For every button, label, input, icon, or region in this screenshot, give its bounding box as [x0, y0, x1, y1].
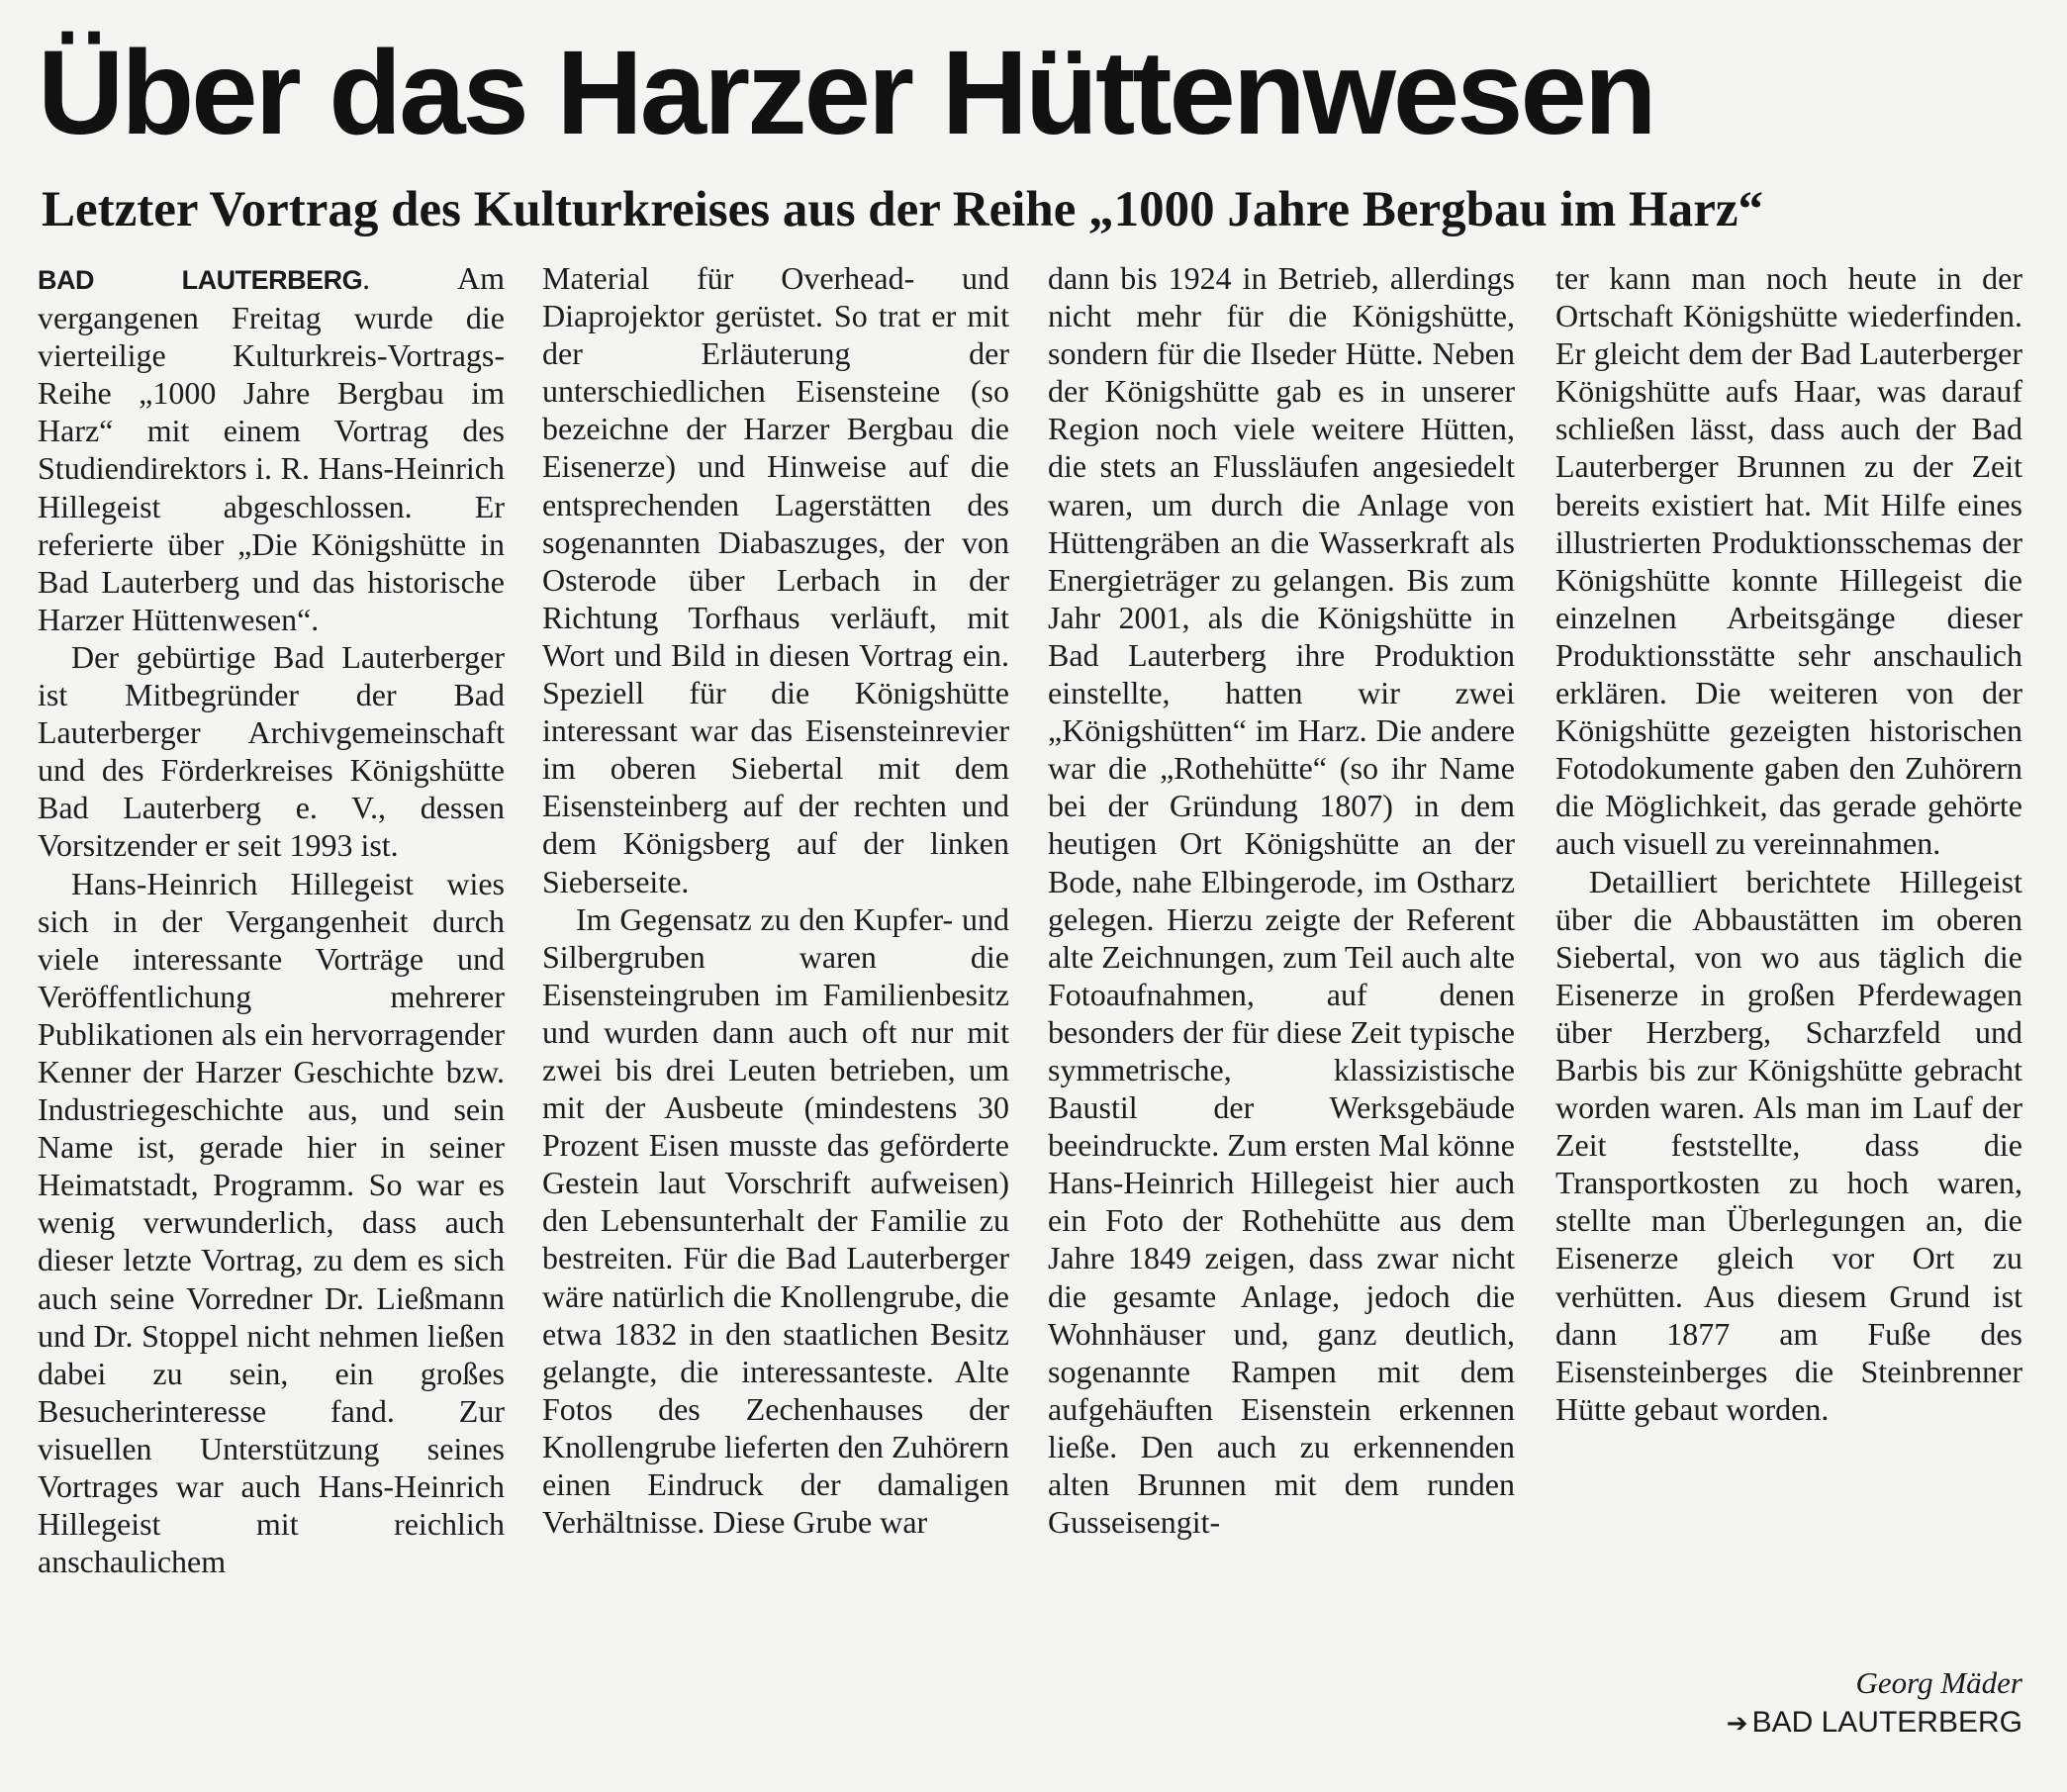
article-column-2: [542, 259, 1009, 1744]
author-byline: Georg Mäder: [1855, 1665, 2022, 1700]
arrow-right-icon: ➔: [1726, 1708, 1748, 1738]
article-column-1: [38, 259, 505, 1744]
paragraph: Material für Overhead- und Diaprojektor gerüstet. So trat er mit der Erläuterung der unterschiedlichen Eisensteine (so bezeichne der Harzer Bergbau die Eisenerze) und Hinweise auf die entsprechenden Lagerstätten des sogenannten Diabaszuges, der von Osterode über Lerbach in der Richtung Torfhaus verläuft, mit Wort und Bild in diesen Vortrag ein. Speziell für die Königshütte interessant war das Eisensteinrevier im oberen Siebertal mit dem Eisensteinberg auf der rechten und dem Königsberg auf der linken Sieberseite.: [542, 260, 1009, 899]
paragraph: Hans-Heinrich Hillegeist wies sich in der Vergangenheit durch viele interessante Vorträge und Veröffentlichung mehrerer Publikationen als ein hervorragender Kenner der Harzer Geschichte bzw. Industriegeschichte aus, und sein Name ist, gerade hier in seiner Heimatstadt, Programm. So war es wenig verwunderlich, dass auch dieser letzte Vortrag, zu dem es sich auch seine Vorredner Dr. Ließmann und Dr. Stoppel nicht nehmen ließen dabei zu sein, ein großes Besucherinteresse fand. Zur visuellen Unterstützung seines Vortrages war auch Hans-Heinrich Hillegeist mit reichlich anschaulichem: [38, 865, 505, 1580]
paragraph: ter kann man noch heute in der Ortschaft Königshütte wiederfinden. Er gleicht dem der Bad Lauterberger Königshütte aufs Haar, was darauf schließen lässt, dass auch der Bad Lauterberger Brunnen zu der Zeit bereits existiert hat. Mit Hilfe eines illustrierten Produktionsschemas der Königshütte konnte Hillegeist die einzelnen Arbeitsgänge dieser Produktionsstätte sehr anschaulich erklären. Die weiteren von der Königshütte gezeigten historischen Fotodokumente gaben den Zuhörern die Möglichkeit, das gerade gehörte auch visuell zu vereinnahmen.: [1555, 260, 2022, 862]
paragraph: Im Gegensatz zu den Kupfer- und Silbergruben waren die Eisensteingruben im Familienbesitz und wurden dann auch oft nur mit zwei bis drei Leuten betrieben, um mit der Ausbeute (mindestens 30 Prozent Eisen musste das geförderte Gestein laut Vorschrift aufweisen) den Lebensunterhalt der Familie zu bestreiten. Für die Bad Lauterberger wäre natürlich die Knollengrube, die etwa 1832 in den staatlichen Besitz gelangte, die interessanteste. Alte Fotos des Zechenhauses der Knollengrube lieferten den Zuhörern einen Eindruck der damaligen Verhältnisse. Diese Grube war: [542, 900, 1009, 1541]
dateline: BAD LAUTERBERG: [38, 265, 363, 295]
subheadline: Letzter Vortrag des Kulturkreises aus der Reihe „1000 Jahre Bergbau im Harz“: [42, 182, 1763, 237]
article-column-3: [1048, 259, 1515, 1744]
paragraph: Detailliert berichtete Hillegeist über die Abbaustätten im oberen Siebertal, von wo aus täglich die Eisenerze in großen Pferdewagen über Herzberg, Scharzfeld und Barbis bis zur Königshütte gebracht worden waren. Als man im Lauf der Zeit feststellte, dass die Transportkosten zu hoch waren, stellte man Überlegungen an, die Eisenerze gleich vor Ort zu verhütten. Aus diesem Grund ist dann 1877 am Fuße des Eisensteinberges die Steinbrenner Hütte gebaut worden.: [1555, 863, 2022, 1427]
headline: Über das Harzer Hüttenwesen: [38, 25, 1654, 159]
paragraph: dann bis 1924 in Betrieb, allerdings nicht mehr für die Königshütte, sondern für die Ilseder Hütte. Neben der Königshütte gab es in unserer Region noch viele weitere Hütten, die stets an Flussläufen angesiedelt waren, um durch die Anlage von Hüttengräben an die Wasserkraft als Energieträger zu gelangen. Bis zum Jahr 2001, als die Königshütte in Bad Lauterberg ihre Produktion einstellte, hatten wir zwei „Königshütten“ im Harz. Die andere war die „Rothehütte“ (so ihr Name bei der Gründung 1807) in dem heutigen Ort Königshütte an der Bode, nahe Elbingerode, im Ostharz gelegen. Hierzu zeigte der Referent alte Zeichnungen, zum Teil auch alte Fotoaufnahmen, auf denen besonders der für diese Zeit typische symmetrische, klassizistische Baustil der Werksgebäude beeindruckte. Zum ersten Mal könne Hans-Heinrich Hillegeist hier auch ein Foto der Rothehütte aus dem Jahre 1849 zeigen, dass zwar nicht die gesamte Anlage, jedoch die Wohnhäuser und, ganz deutlich, sogenannte Rampen mit dem aufgehäuften Eisenstein erkennen ließe. Den auch zu erkennenden alten Brunnen mit dem runden Gusseisengit-: [1048, 260, 1515, 1541]
location-tag-label: BAD LAUTERBERG: [1751, 1706, 2022, 1739]
paragraph-text: . Am vergangenen Freitag wurde die vierteilige Kulturkreis-Vortrags-Reihe „1000 Jahre Bergbau im Harz“ mit einem Vortrag des Studiendirektors i. R. Hans-Heinrich Hillegeist abgeschlossen. Er referierte über „Die Königshütte in Bad Lauterberg und das historische Harzer Hüttenwesen“.: [38, 260, 505, 637]
paragraph: Der gebürtige Bad Lauterberger ist Mitbegründer der Bad Lauterberger Archivgemeinschaft und des Förderkreises Königshütte Bad Lauterberg e. V., dessen Vorsitzender er seit 1993 ist.: [38, 638, 505, 864]
location-tag: [1555, 1704, 2022, 1742]
article-column-4: [1555, 259, 2022, 1744]
paragraph: [38, 259, 505, 638]
